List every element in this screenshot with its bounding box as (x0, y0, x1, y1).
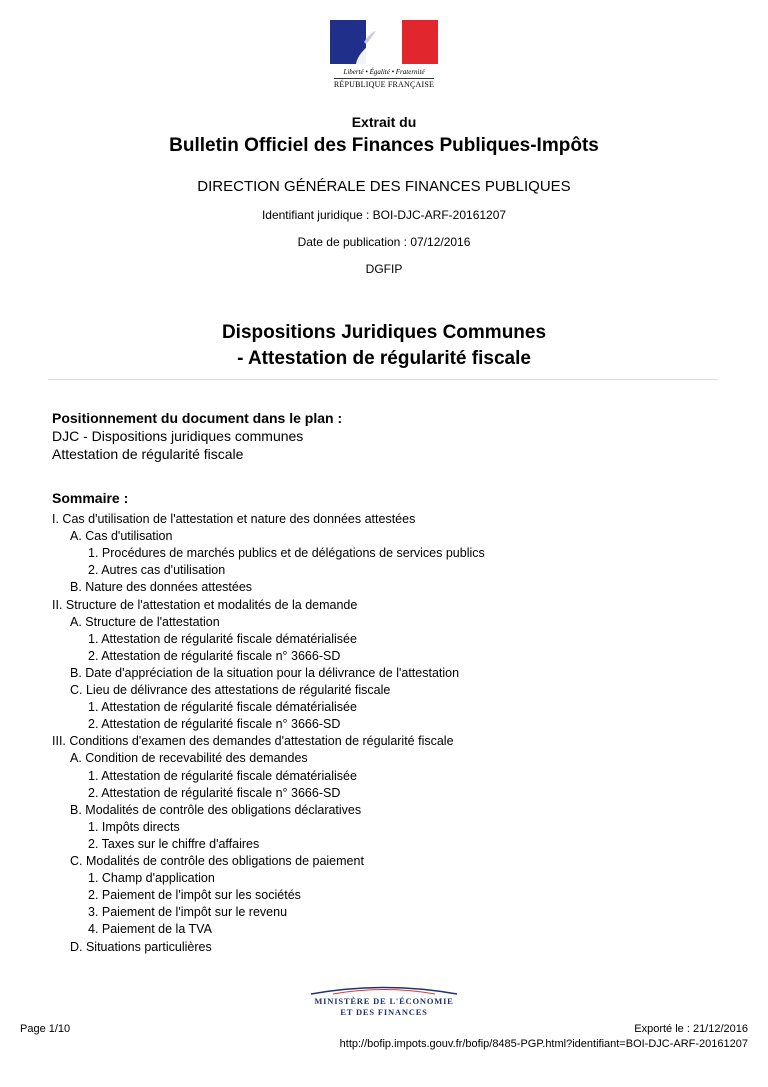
sommaire-item[interactable]: 1. Attestation de régularité fiscale dématérialisée (88, 700, 357, 715)
sommaire-item[interactable]: B. Date d'appréciation de la situation pour la délivrance de l'attestation (70, 665, 460, 680)
ministere-line2: ET DES FINANCES (340, 1007, 428, 1017)
sommaire-item[interactable]: C. Lieu de délivrance des attestations de régularité fiscale (70, 683, 391, 697)
bulletin-title: Bulletin Officiel des Finances Publiques-Impôts (169, 135, 599, 156)
sommaire-item[interactable]: B. Modalités de contrôle des obligations déclaratives (70, 802, 362, 817)
sommaire-item[interactable]: A. Structure de l'attestation (70, 614, 220, 629)
sommaire-item[interactable]: 4. Paiement de la TVA (88, 922, 212, 937)
sommaire-item[interactable]: 2. Paiement de l'impôt sur les sociétés (88, 888, 301, 903)
positionnement-line1: DJC - Dispositions juridiques communes (52, 428, 304, 444)
ministere-logo (303, 985, 465, 1019)
sommaire-item[interactable]: 1. Attestation de régularité fiscale dématérialisée (88, 631, 357, 646)
extrait-label: Extrait du (351, 114, 417, 130)
positionnement-heading: Positionnement du document dans le plan : (52, 410, 343, 426)
sommaire-item[interactable]: 2. Autres cas d'utilisation (88, 563, 226, 578)
republique-francaise-logo (330, 20, 440, 88)
sommaire-item[interactable]: D. Situations particulières (70, 939, 212, 954)
tricolor-flag (330, 20, 438, 64)
sommaire-item[interactable]: 1. Procédures de marchés publics et de délégations de services publics (88, 546, 485, 561)
marianne-profile-icon (346, 22, 404, 64)
sommaire-item[interactable]: 1. Champ d'application (88, 871, 215, 886)
title-divider (48, 379, 718, 380)
source-url[interactable]: http://bofip.impots.gouv.fr/bofip/8485-PGP.html?identifiant=BOI-DJC-ARF-20161207 (339, 1038, 748, 1050)
export-date: Exporté le : 21/12/2016 (634, 1023, 748, 1035)
sommaire-item[interactable]: 2. Attestation de régularité fiscale n° 3666-SD (88, 648, 341, 663)
document-title-line1: Dispositions Juridiques Communes (221, 322, 547, 343)
sommaire-item[interactable]: 1. Attestation de régularité fiscale dématérialisée (88, 768, 357, 783)
sommaire-item[interactable]: B. Nature des données attestées (70, 580, 253, 595)
sommaire-item[interactable]: II. Structure de l'attestation et modalités de la demande (52, 597, 358, 612)
service-label: DGFIP (365, 262, 403, 276)
sommaire-item[interactable]: 1. Impôts directs (88, 819, 180, 834)
sommaire-item[interactable]: 2. Attestation de régularité fiscale n° 3666-SD (88, 717, 341, 732)
sommaire-item[interactable]: C. Modalités de contrôle des obligations de paiement (70, 854, 364, 868)
sommaire-item[interactable]: III. Conditions d'examen des demandes d'attestation de régularité fiscale (52, 734, 454, 749)
identifiant-juridique: Identifiant juridique : BOI-DJC-ARF-20161207 (261, 208, 507, 222)
date-publication: Date de publication : 07/12/2016 (297, 235, 471, 249)
sommaire-item[interactable]: A. Condition de recevabilité des demandes (70, 751, 308, 766)
logo-divider (334, 78, 434, 79)
ministere-arc-icon (303, 985, 465, 995)
document-title-line2: - Attestation de régularité fiscale (237, 348, 531, 369)
republic-name: RÉPUBLIQUE FRANÇAISE (333, 80, 435, 89)
sommaire-heading: Sommaire : (52, 490, 129, 506)
republic-motto: Liberté • Égalité • Fraternité (343, 68, 425, 76)
ministere-line1: MINISTÈRE DE L'ÉCONOMIE (314, 996, 454, 1006)
sommaire-item[interactable]: A. Cas d'utilisation (70, 529, 173, 544)
sommaire-item[interactable]: 2. Attestation de régularité fiscale n° 3666-SD (88, 785, 341, 800)
direction-label: DIRECTION GÉNÉRALE DES FINANCES PUBLIQUES (197, 178, 571, 195)
positionnement-line2: Attestation de régularité fiscale (52, 446, 244, 462)
page-number: Page 1/10 (20, 1023, 71, 1035)
sommaire-item[interactable]: 3. Paiement de l'impôt sur le revenu (88, 905, 288, 920)
sommaire-item[interactable]: I. Cas d'utilisation de l'attestation et nature des données attestées (52, 512, 416, 526)
positionnement-section (52, 409, 342, 463)
sommaire-item[interactable]: 2. Taxes sur le chiffre d'affaires (88, 836, 260, 851)
